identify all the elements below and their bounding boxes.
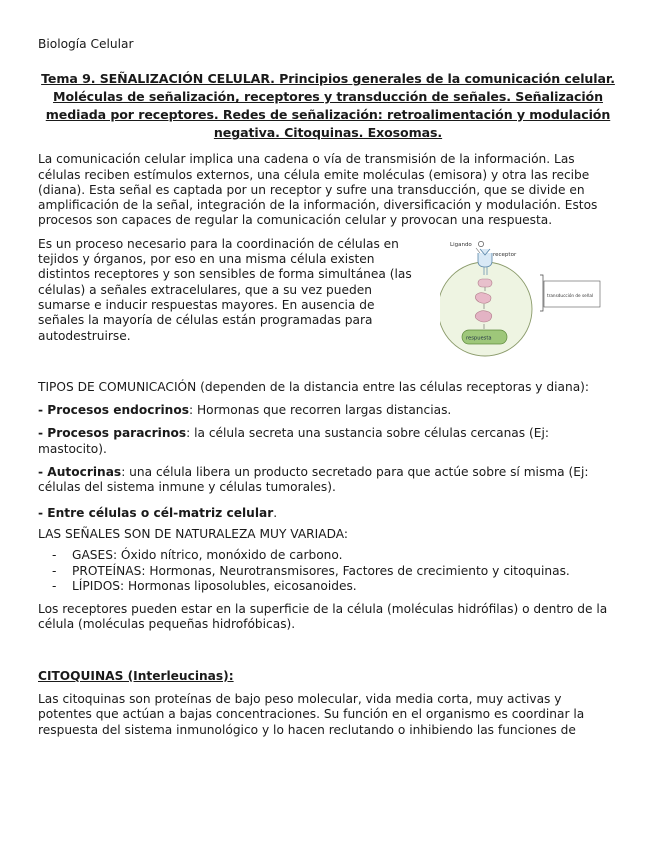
type-text: : Hormonas que recorren largas distancias. [189,403,452,418]
relay-protein-1 [478,279,492,287]
list-item: - GASES: Óxido nítrico, monóxido de carbono. [52,548,618,563]
type-text: : una célula libera un producto secretado para que actúe sobre sí misma (Ej: células del sistema inmune y células tumorales). [38,465,589,495]
type-item-cell-matrix [38,506,618,521]
signals-heading: LAS SEÑALES SON DE NATURALEZA MUY VARIADA: [38,526,348,541]
transduction-label: transducción de señal [547,292,594,298]
type-label: - Entre células o cél-matriz celular [38,505,274,520]
receptors-paragraph: Los receptores pueden estar en la superficie de la célula (moléculas hidrófilas) o dentro de la célula (moléculas pequeñas hidrofóbicas). [38,602,608,632]
list-item: - LÍPIDOS: Hormonas liposolubles, eicosanoides. [52,579,618,594]
type-item-autocrine [38,465,618,496]
ligand-dot [478,241,483,246]
receptor-label: receptor [493,251,517,258]
signals-list [38,548,618,594]
ligand-label: Ligando [450,241,472,248]
ligand-arrow [476,248,480,253]
type-label: - Procesos endocrinos [38,403,189,418]
intro-paragraph-1: La comunicación celular implica una cadena o vía de transmisión de la información. Las células reciben estímulos externos, una célula emite moléculas (emisora) y otra las recibe (diana). Esta señal es captada por un receptor y sufre una transducción, que se divide en amplificación de la señal, integración de la información, diversificación y modulación. Estos procesos son capaces de regular la comunicación celular y provocan una respuesta. [38,152,598,228]
transduction-bracket [540,275,543,311]
signal-transduction-figure [440,237,640,367]
document-title: Tema 9. SEÑALIZACIÓN CELULAR. Principios generales de la comunicación celular. Moléculas de señalización, receptores y transducción de señales. Señalización mediada por receptores. Redes de señalización: retroalimentación y modulación negativa. Citoquinas. Exosomas. [41,71,615,141]
types-heading: TIPOS DE COMUNICACIÓN (dependen de la distancia entre las células receptoras y diana): [38,379,590,394]
type-item-endocrine [38,403,618,418]
spacer [38,641,618,669]
document-page [38,37,618,746]
cell-diagram-svg [440,237,640,367]
intro-paragraph-2: Es un proceso necesario para la coordinación de células en tejidos y órganos, por eso en una misma célula existen distintos receptores y son sensibles de forma simultánea (las células) a señales extracelulares, que a su vez pueden sumarse e inducir respuestas mayores. En ausencia de señales la mayoría de células están programadas para autodestruirse. [38,236,412,343]
response-label: respuesta [466,335,492,342]
type-label: - Autocrinas [38,465,122,480]
type-text: . [273,505,278,520]
intro-with-figure [38,237,618,344]
running-header: Biología Celular [38,37,134,51]
type-item-paracrine [38,426,618,457]
list-item: - PROTEÍNAS: Hormonas, Neurotransmisores, Factores de crecimiento y citoquinas. [52,564,618,579]
cytokines-paragraph: Las citoquinas son proteínas de bajo peso molecular, vida media corta, muy activas y potentes que actúan a bajas concentraciones. Su función en el organismo es coordinar la respuesta del sistema inmunológico y lo hacen reclutando o inhibiendo las funciones de [38,692,585,737]
cytokines-heading: CITOQUINAS (Interleucinas): [38,668,234,683]
type-label: - Procesos paracrinos [38,426,187,441]
receptor-shape [478,249,492,267]
type-text: : la célula secreta una sustancia sobre células cercanas (Ej: mastocito). [38,426,549,456]
